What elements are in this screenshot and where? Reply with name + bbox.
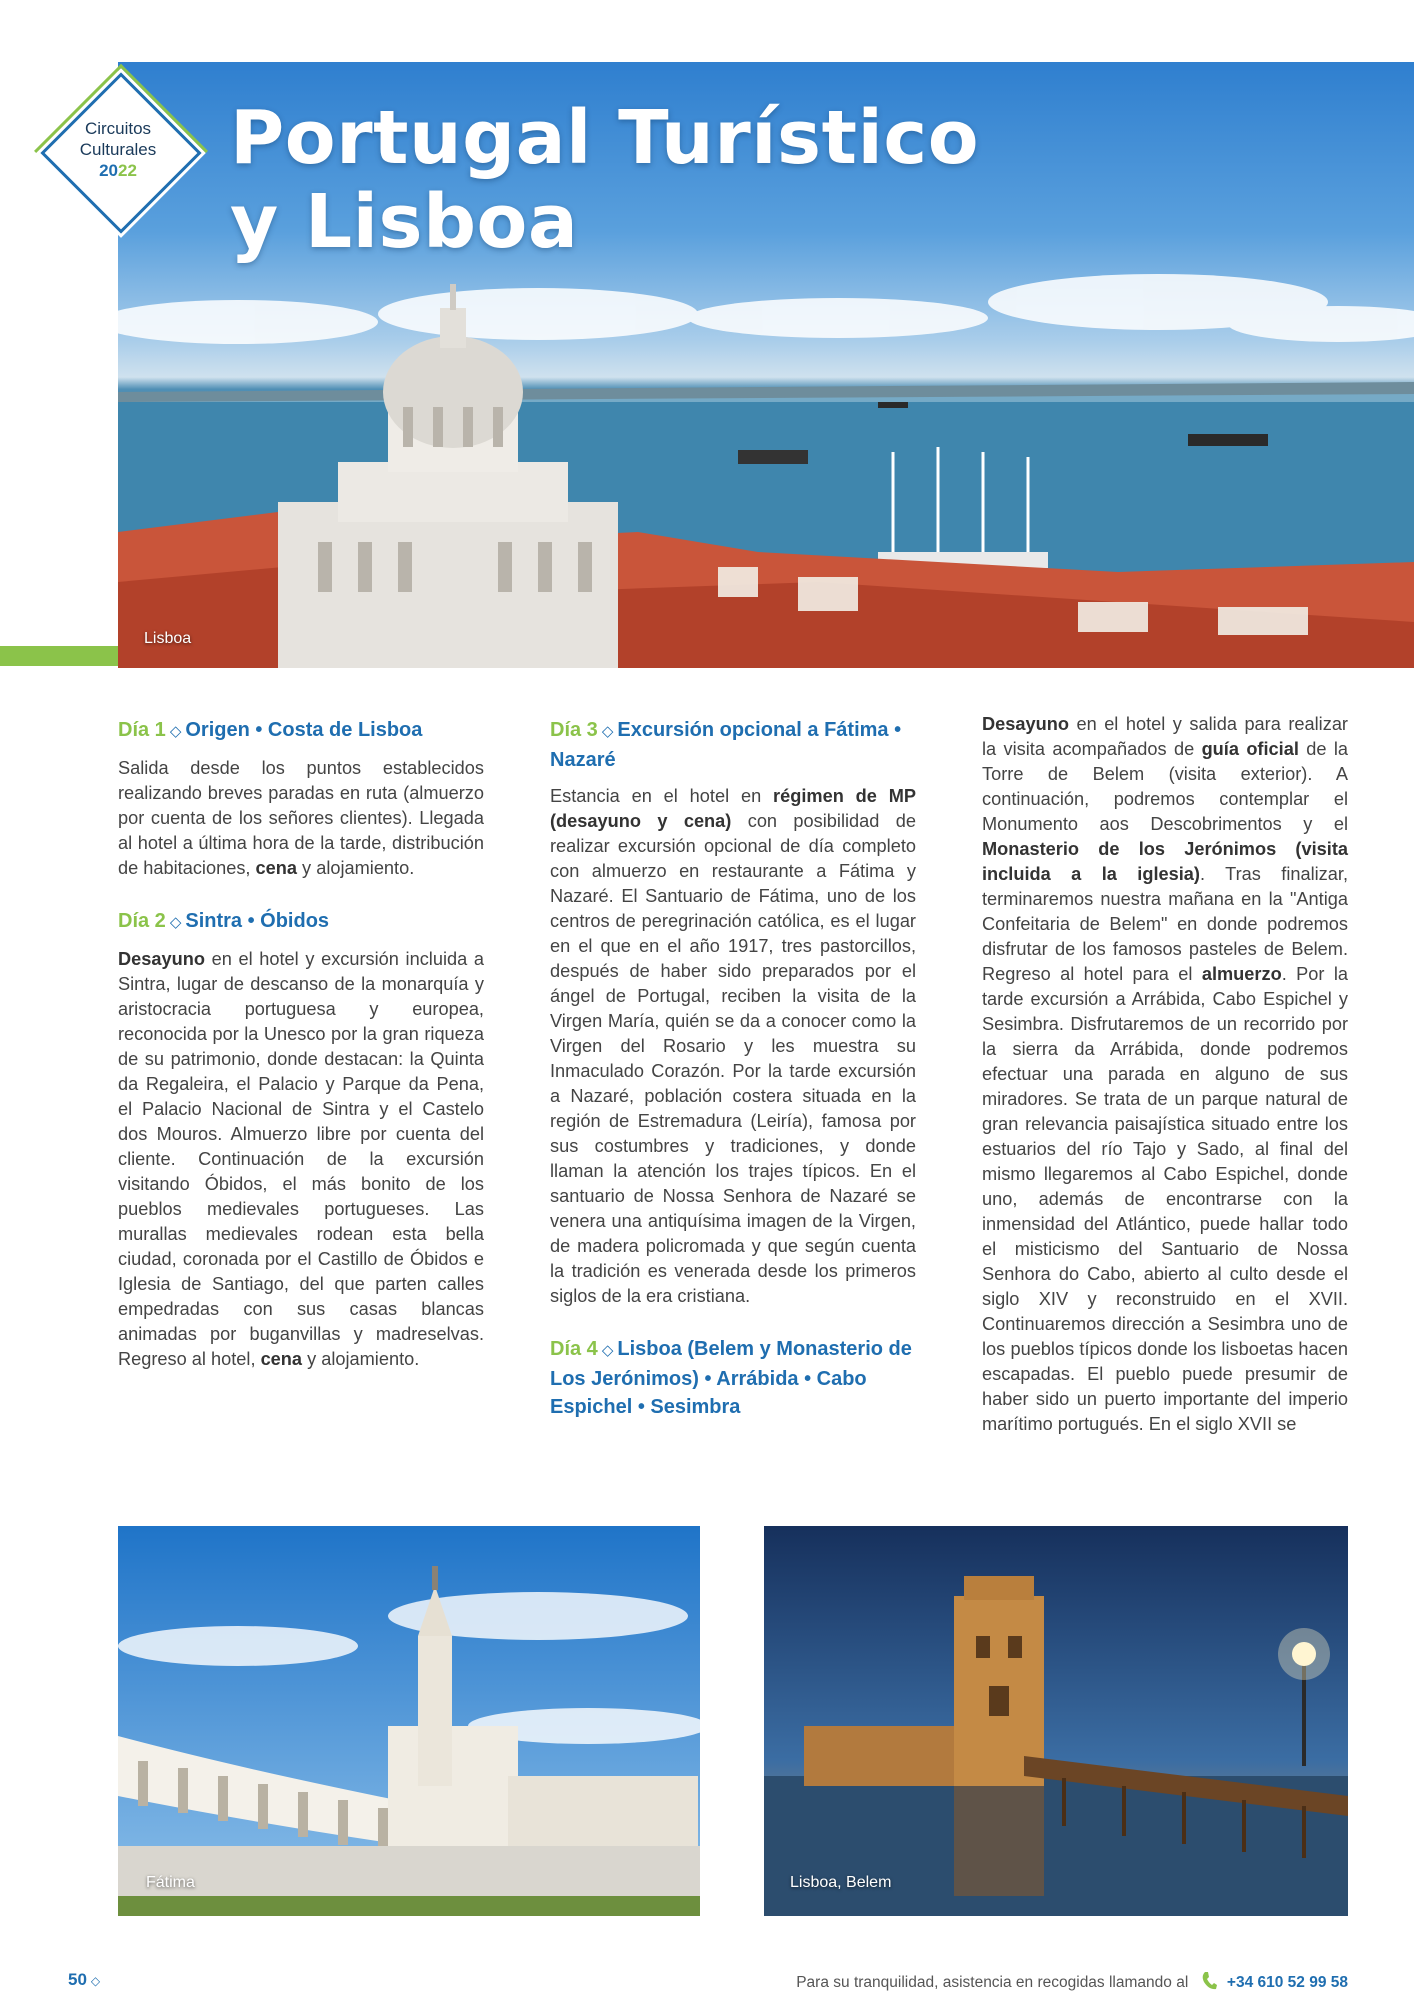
- title-line1: Portugal Turístico: [230, 95, 980, 181]
- day-1-text-part: Salida desde los puntos establecidos realizando breves paradas en ruta (almuerzo por cuenta de los señores clientes). Llegada al hotel a última hora de la tarde, distribución de habitaciones,: [118, 758, 484, 878]
- day-4-text-2: de la Torre de Belem (visita exterior). A continuación, podremos contemplar el Monumento aos Descobrimentos y el: [982, 739, 1348, 834]
- fatima-sanctuary-illustration: [118, 1526, 700, 1916]
- day-1-title: Origen • Costa de Lisboa: [185, 719, 423, 741]
- day-4-bold-almuerzo: almuerzo: [1201, 964, 1282, 984]
- belem-tower-illustration: [764, 1526, 1348, 1916]
- day-3-title: Excursión opcional a Fátima • Nazaré: [550, 719, 902, 771]
- day-3-bold: régimen de MP (desayuno y cena): [550, 786, 916, 831]
- belem-caption: Lisboa, Belem: [790, 1874, 892, 1891]
- badge-year-part1: 20: [99, 161, 118, 180]
- column-3: [982, 712, 1348, 1463]
- day-4-text: [982, 712, 1348, 1437]
- day-1-text: [118, 756, 484, 881]
- day-2-bold-start: Desayuno: [118, 949, 205, 969]
- day-2-text-end: y alojamiento.: [302, 1349, 420, 1369]
- day-1-text-end: y alojamiento.: [297, 858, 415, 878]
- badge-year: [34, 160, 202, 181]
- day-3-number: Día 3: [550, 719, 598, 741]
- diamond-icon: ◇: [601, 723, 614, 740]
- fatima-caption: Fátima: [146, 1874, 195, 1891]
- day-2-title: Sintra • Óbidos: [185, 910, 330, 932]
- badge-line2: Culturales: [79, 140, 157, 159]
- day-3-heading: [550, 716, 916, 774]
- day-4-heading: [550, 1335, 916, 1421]
- column-2: [550, 716, 916, 1431]
- badge-text: [34, 118, 202, 181]
- green-accent-bar: [0, 646, 118, 666]
- day-2-number: Día 2: [118, 910, 166, 932]
- day-4-bold-start: Desayuno: [982, 714, 1069, 734]
- column-1: [118, 716, 484, 1398]
- day-3-text: [550, 784, 916, 1309]
- day-4-bold-guia: guía oficial: [1201, 739, 1299, 759]
- photo-torre-belem: [764, 1526, 1348, 1916]
- circuitos-culturales-badge: [34, 66, 202, 234]
- diamond-icon: ◇: [90, 1974, 101, 1988]
- photo-fatima: [118, 1526, 700, 1916]
- day-2-text: [118, 947, 484, 1372]
- diamond-icon: ◇: [169, 723, 182, 740]
- day-2-bold: cena: [260, 1349, 303, 1369]
- diamond-icon: ◇: [169, 914, 182, 931]
- day-1-heading: [118, 716, 484, 746]
- page-number: [68, 1970, 100, 1990]
- hero-caption: Lisboa: [144, 630, 192, 647]
- day-4-text-1: en el hotel y salida para realizar la visita acompañados de: [982, 714, 1348, 759]
- day-4-number: Día 4: [550, 1338, 598, 1360]
- day-4-text-4: . Por la tarde excursión a Arrábida, Cabo Espichel y Sesimbra. Disfrutaremos de un recorrido por la sierra da Arrábida, donde podremos efectuar una parada en alguno de sus miradores. Se trata de un parque natural de gran relevancia paisajística situado entre los estuarios del río Tajo y Sado, al final del mismo llegaremos al Cabo Espichel, donde uno, además de encontrarse con la inmensidad del Atlántico, puede hallar todo el misticismo del Santuario de Nossa Senhora do Cabo, abierto al culto desde el siglo XIV y reconstruido en el XVII. Continuaremos dirección a Sesimbra uno de los pueblos típicos donde los lisboetas hacen escapadas. El pueblo puede presumir de haber sido un puerto importante del imperio marítimo portugués. En el siglo XVII se: [982, 964, 1348, 1434]
- day-2-heading: [118, 907, 484, 937]
- footer-note-text: Para su tranquilidad, asistencia en recogidas llamando al: [796, 1974, 1189, 1991]
- badge-line1: Circuitos: [84, 119, 152, 138]
- day-3-text-part: con posibilidad de realizar excursión opcional de día completo con almuerzo en restaurante a Fátima y Nazaré. El Santuario de Fátima, uno de los centros de peregrinación católica, es el lugar en el que en el año 1917, tres pastorcillos, después de haber sido preparados por el ángel de Portugal, reciben la visita de la Virgen María, quién se da a conocer como la Virgen del Rosario y les muestra su Inmaculado Corazón. Por la tarde excursión a Nazaré, población costera situada en la región de Estremadura (Leiría), famosa por sus costumbres y tradiciones, y donde llaman la atención los trajes típicos. En el santuario de Nossa Senhora de Nazaré se venera una antiquísima imagen de la Virgen, de madera policromada y que según cuenta la tradición es venerada desde los primeros siglos de la era cristiana.: [550, 811, 916, 1306]
- footer-phone-number[interactable]: +34 610 52 99 58: [1226, 1974, 1348, 1991]
- page-number-value: 50: [68, 1970, 87, 1989]
- day-1-bold: cena: [255, 858, 297, 878]
- badge-year-part2: 22: [118, 161, 137, 180]
- title-line2: y Lisboa: [230, 179, 579, 265]
- page-title: [230, 96, 979, 264]
- day-1-number: Día 1: [118, 719, 166, 741]
- diamond-icon: ◇: [601, 1342, 614, 1359]
- day-4-bold-monasterio: Monasterio de los Jerónimos (visita incluida a la iglesia): [982, 839, 1348, 884]
- day-3-text-start: Estancia en el hotel en: [550, 786, 774, 806]
- footer-assistance-note: [796, 1971, 1348, 1992]
- day-4-title: Lisboa (Belem y Monasterio de Los Jerónimos) • Arrábida • Cabo Espichel • Sesimbra: [550, 1338, 912, 1418]
- phone-icon: [1201, 1971, 1217, 1991]
- day-4-text-3: . Tras finalizar, terminaremos nuestra mañana en la "Antiga Confeitaria de Belem" en donde podremos disfrutar de los famosos pasteles de Belem. Regreso al hotel para el: [982, 864, 1348, 984]
- day-2-text-part: en el hotel y excursión incluida a Sintra, lugar de descanso de la monarquía y aristocracia portuguesa y europea, reconocida por la Unesco por la gran riqueza de su patrimonio, donde destacan: la Quinta da Regaleira, el Palacio y Parque da Pena, el Palacio Nacional de Sintra y el Castelo dos Mouros. Almuerzo libre por cuenta del cliente. Continuación de la excursión visitando Óbidos, el más bonito de los pueblos medievales portugueses. Las murallas medievales rodean esta bella ciudad, coronada por el Castillo de Óbidos e Iglesia de Santiago, del que parten calles empedradas con sus casas blancas animadas por buganvillas y madreselvas. Regreso al hotel,: [118, 949, 484, 1369]
